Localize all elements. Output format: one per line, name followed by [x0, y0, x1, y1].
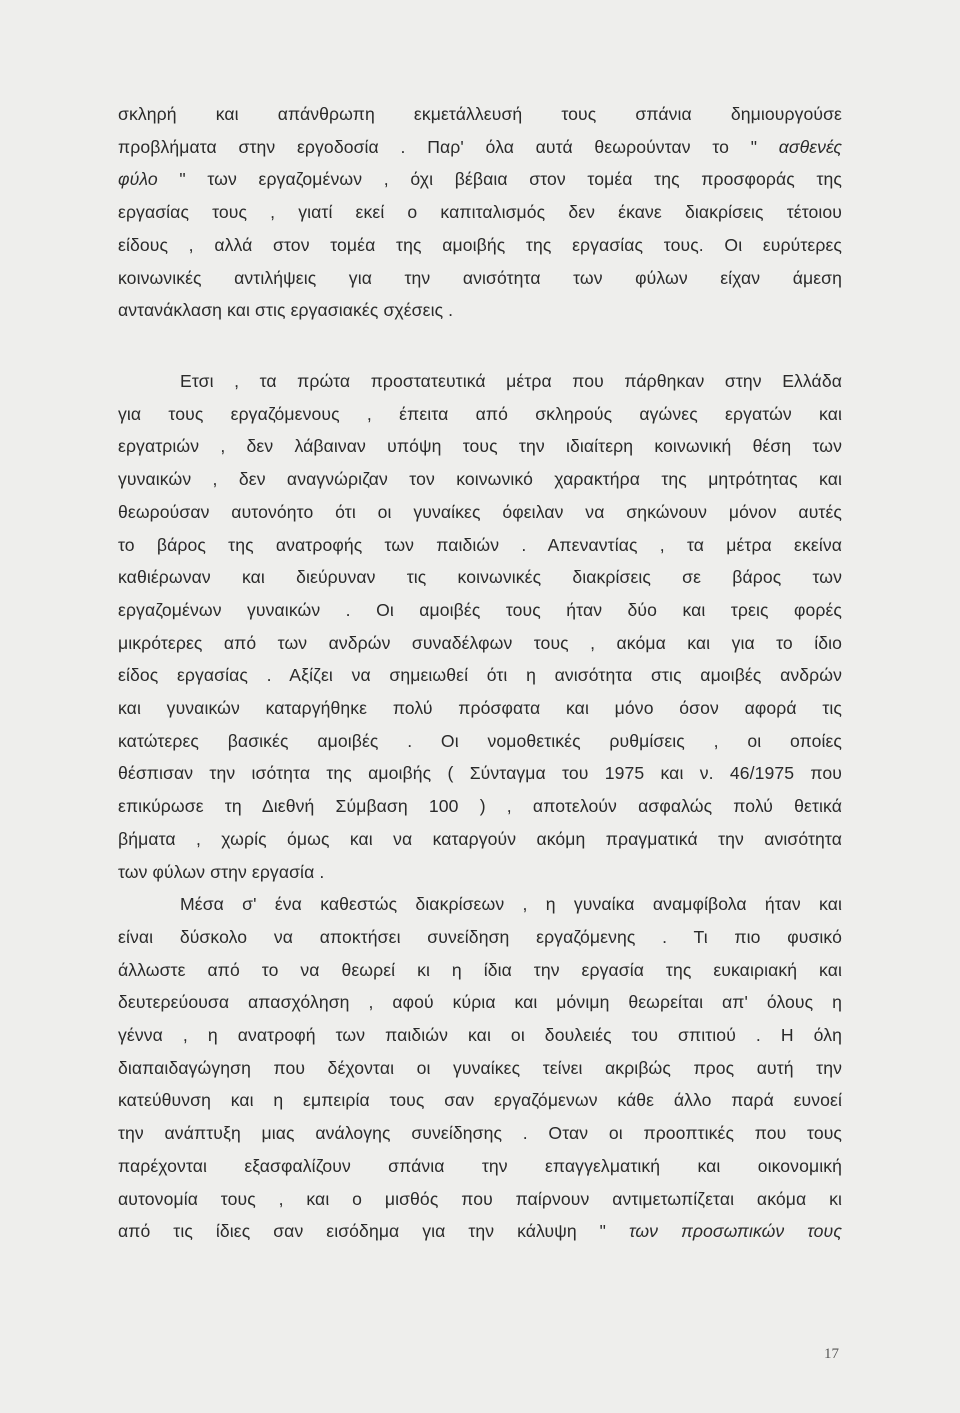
paragraph-2-line-14: επικύρωσε τη Διεθνή Σύμβαση 100 ) , αποτελούν ασφαλώς πολύ θετικά — [118, 796, 842, 817]
paragraph-1-line-3 — [118, 163, 842, 196]
page-number: 17 — [824, 1346, 839, 1362]
paragraph-1-line-6: κοινωνικές αντιλήψεις για την ανισότητα των φύλων είχαν άμεση — [118, 267, 842, 288]
paragraph-2-line-7: καθιέρωναν και διεύρυναν τις κοινωνικές διακρίσεις σε βάρος των — [118, 567, 842, 588]
paragraph-2-line-9: μικρότερες από των ανδρών συναδέλφων τους , ακόμα και για το ίδιο — [118, 632, 842, 653]
italic-phrase: ασθενές — [778, 136, 842, 157]
paragraph-1-line-4: εργασίας τους , γιατί εκεί ο καπιταλισμός δεν έκανε διακρίσεις τέτοιου — [118, 202, 842, 223]
paragraph-1-line-5: είδους , αλλά στον τομέα της αμοιβής της εργασίας τους. Οι ευρύτερες — [118, 234, 842, 255]
paragraph-3-line-7: κατεύθυνση και η εμπειρία τους σαν εργαζόμενων κάθε άλλο παρά ευνοεί — [118, 1090, 842, 1111]
paragraph-2-line-11: και γυναικών καταργήθηκε πολύ πρόσφατα και μόνο όσον αφορά τις — [118, 698, 842, 718]
italic-phrase: φύλο — [118, 169, 158, 190]
paragraph-2-line-6: το βάρος της ανατροφής των παιδιών . Απεναντίας , τα μέτρα εκείνα — [118, 534, 842, 555]
paragraph-1-line-7: αντανάκλαση και στις εργασιακές σχέσεις . — [118, 300, 454, 321]
paragraph-1-line-2-text: προβλήματα στην εργοδοσία . Παρ' όλα αυτά θεωρούνταν το " — [118, 136, 779, 157]
paragraph-1-line-2 — [118, 131, 842, 164]
paragraph-2-line-1: Ετσι , τα πρώτα προστατευτικά μέτρα που πάρθηκαν στην Ελλάδα — [180, 371, 842, 391]
paragraph-1-line-3-text: " των εργαζομένων , όχι βέβαια στον τομέα της προσφοράς της — [157, 169, 842, 190]
paragraph-2-line-16: των φύλων στην εργασία . — [118, 861, 325, 882]
paragraph-2-line-15: βήματα , χωρίς όμως και να καταργούν ακόμη πραγματικά την ανισότητα — [118, 828, 842, 849]
paragraph-1-line-1: σκληρή και απάνθρωπη εκμετάλλευσή τους σπάνια δημιουργούσε — [118, 104, 842, 124]
italic-phrase: των προσωπικών τους — [628, 1221, 842, 1242]
paragraph-3-line-6: διαπαιδαγώγηση που δέχονται οι γυναίκες τείνει ακριβώς προς αυτή την — [118, 1057, 842, 1078]
paragraph-2-line-13: θέσπισαν την ισότητα της αμοιβής ( Σύνταγμα του 1975 και ν. 46/1975 που — [118, 763, 842, 784]
paragraph-3-line-4: δευτερεύουσα απασχόληση , αφού κύρια και μόνιμη θεωρείται απ' όλους η — [118, 992, 842, 1013]
paragraph-3-line-11 — [118, 1215, 842, 1248]
paragraph-2-line-10: είδος εργασίας . Αξίζει να σημειωθεί ότι η ανισότητα στις αμοιβές ανδρών — [118, 665, 842, 686]
paragraph-2-line-12: κατώτερες βασικές αμοιβές . Οι νομοθετικές ρυθμίσεις , οι οποίες — [118, 730, 842, 751]
paragraph-2-line-8: εργαζομένων γυναικών . Οι αμοιβές τους ήταν δύο και τρεις φορές — [118, 599, 842, 620]
paragraph-3-line-9: παρέχονται εξασφαλίζουν σπάνια την επαγγελματική και οικονομική — [118, 1155, 842, 1176]
paragraph-3-line-2: είναι δύσκολο να αποκτήσει συνείδηση εργαζόμενης . Τι πιο φυσικό — [118, 926, 842, 947]
body-text — [118, 98, 842, 1318]
paragraph-2-line-2: για τους εργαζόμενους , έπειτα από σκληρούς αγώνες εργατών και — [118, 403, 842, 424]
paragraph-3-line-1: Μέσα σ' ένα καθεστώς διακρίσεων , η γυναίκα αναμφίβολα ήταν και — [180, 894, 842, 915]
paragraph-3-line-3: άλλωστε από το να θεωρεί κι η ίδια την εργασία της ευκαιριακή και — [118, 959, 842, 980]
paragraph-3-line-11-text: από τις ίδιες σαν εισόδημα για την κάλυψη " — [118, 1221, 629, 1242]
paragraph-3-line-5: γέννα , η ανατροφή των παιδιών και οι δουλειές του σπιτιού . Η όλη — [118, 1025, 842, 1045]
paragraph-2-line-4: γυναικών , δεν αναγνώριζαν τον κοινωνικό χαρακτήρα της μητρότητας και — [118, 469, 842, 490]
paragraph-2-line-3: εργατριών , δεν λάβαιναν υπόψη τους την ιδιαίτερη κοινωνική θέση των — [118, 436, 842, 457]
paragraph-3-line-10: αυτονομία τους , και ο μισθός που παίρνουν αντιμετωπίζεται ακόμα κι — [118, 1188, 842, 1209]
paragraph-2-line-5: θεωρούσαν αυτονόητο ότι οι γυναίκες όφειλαν να σηκώνουν μόνον αυτές — [118, 501, 842, 522]
paragraph-3-line-8: την ανάπτυξη μιας ανάλογης συνείδησης . Οταν οι προοπτικές που τους — [118, 1123, 842, 1144]
